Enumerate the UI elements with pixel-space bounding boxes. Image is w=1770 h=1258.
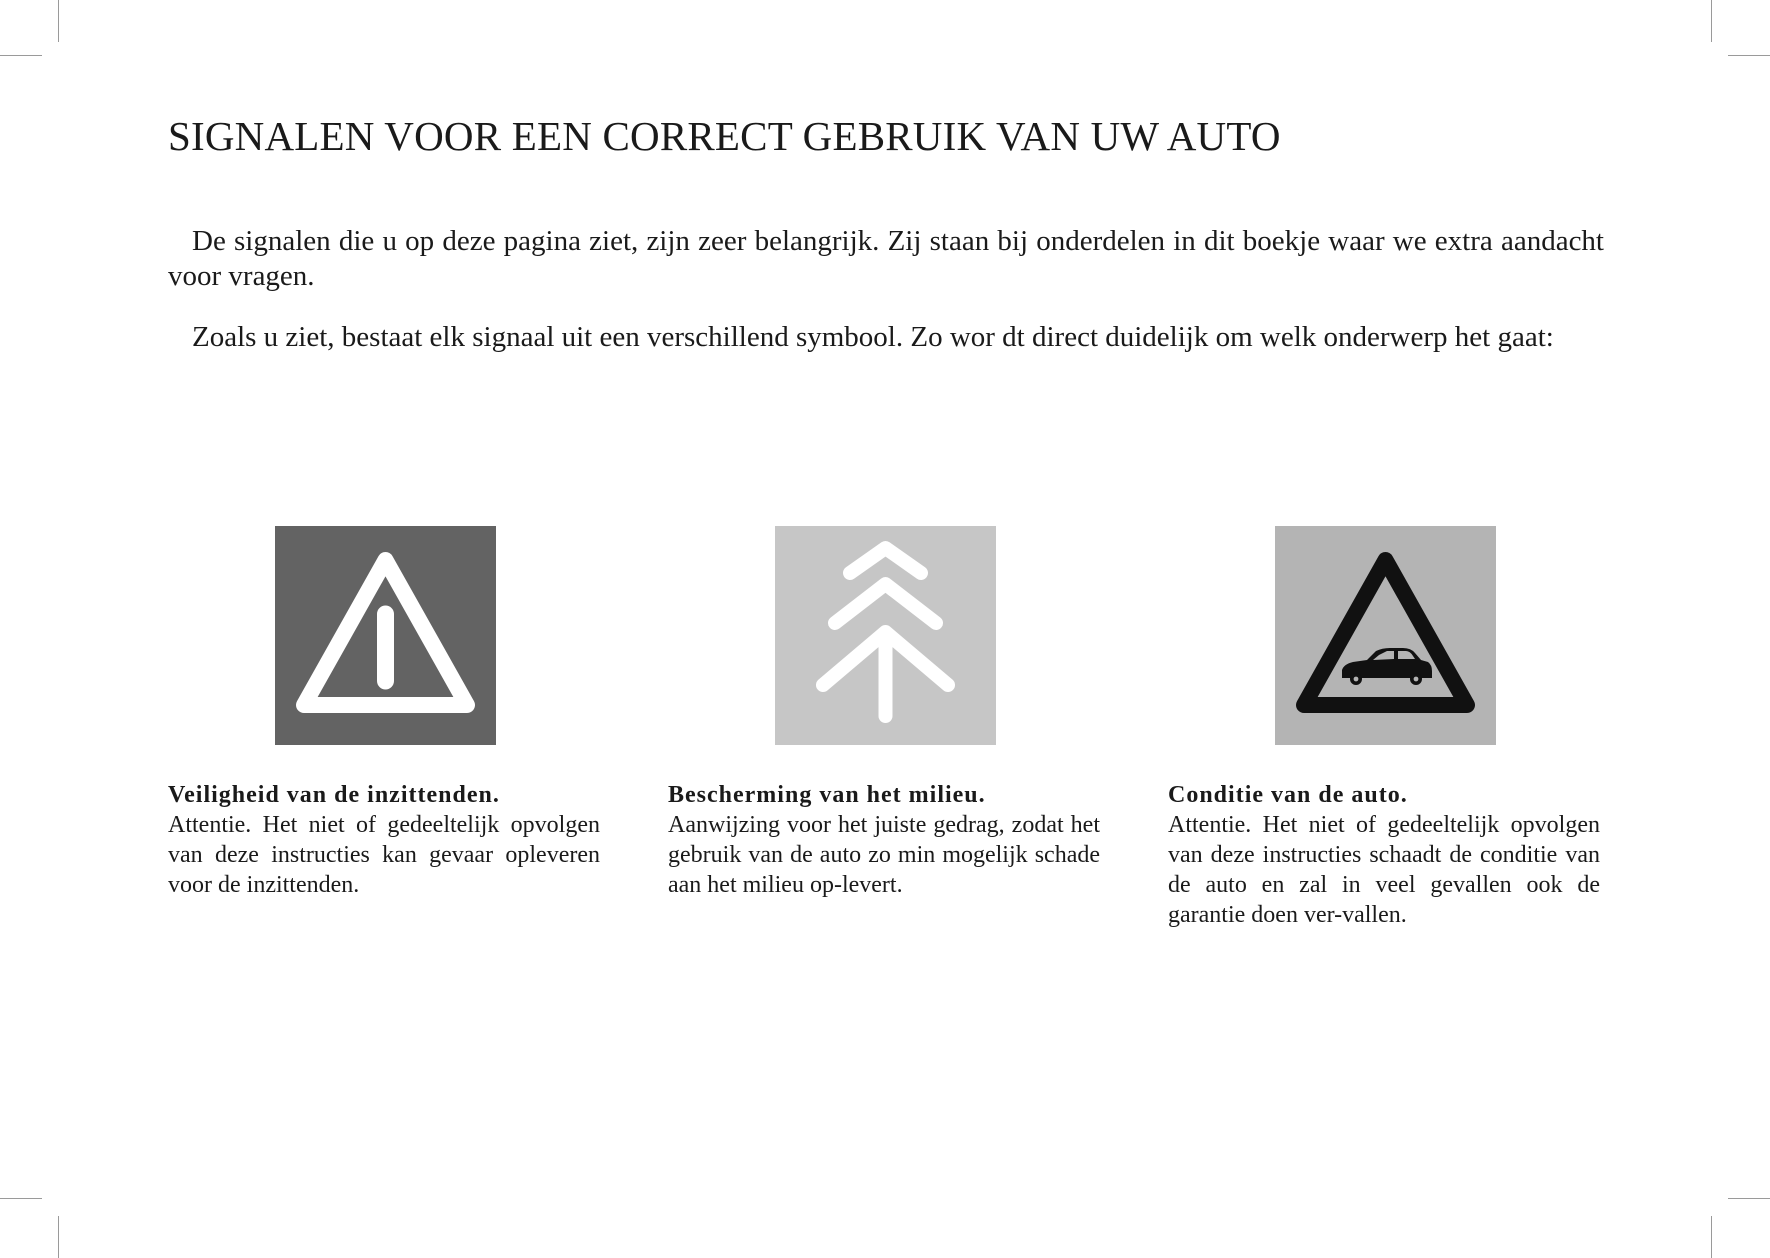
- crop-mark: [58, 0, 59, 42]
- crop-mark: [1711, 0, 1712, 42]
- signal-title: Veiligheid van de inzittenden.: [168, 782, 500, 808]
- signal-title: Conditie van de auto.: [1168, 782, 1408, 808]
- crop-mark: [1711, 1216, 1712, 1258]
- crop-mark: [0, 1198, 42, 1199]
- warning-triangle-icon: [275, 526, 496, 745]
- signal-caption: [1168, 780, 1600, 930]
- crop-mark: [58, 1216, 59, 1258]
- signal-title: Bescherming van het milieu.: [668, 782, 986, 808]
- signal-caption: [168, 780, 600, 900]
- intro-paragraph: Zoals u ziet, bestaat elk signaal uit een verschillend symbool. Zo wor dt direct duidelijk om welk onderwerp het gaat:: [192, 321, 1554, 353]
- signal-description: Aanwijzing voor het juiste gedrag, zodat het gebruik van de auto zo min mogelijk schade aan het milieu op-levert.: [668, 812, 1100, 898]
- signal-description: Attentie. Het niet of gedeeltelijk opvolgen van deze instructies kan gevaar opleveren voor de inzittenden.: [168, 812, 600, 898]
- crop-mark: [1728, 1198, 1770, 1199]
- tree-arrow-icon: [775, 526, 996, 745]
- car-warning-triangle-icon: [1275, 526, 1496, 745]
- signal-description: Attentie. Het niet of gedeeltelijk opvolgen van deze instructies schaadt de conditie van de auto en zal in veel gevallen ook de garantie doen ver-vallen.: [1168, 812, 1600, 928]
- signal-caption: [668, 780, 1100, 900]
- intro-paragraph: De signalen die u op deze pagina ziet, zijn zeer belangrijk. Zij staan bij onderdelen in dit boekje waar we extra aandacht voor vragen.: [168, 225, 1604, 292]
- page-title: SIGNALEN VOOR EEN CORRECT GEBRUIK VAN UW AUTO: [168, 113, 1281, 159]
- crop-mark: [1728, 55, 1770, 56]
- crop-mark: [0, 55, 42, 56]
